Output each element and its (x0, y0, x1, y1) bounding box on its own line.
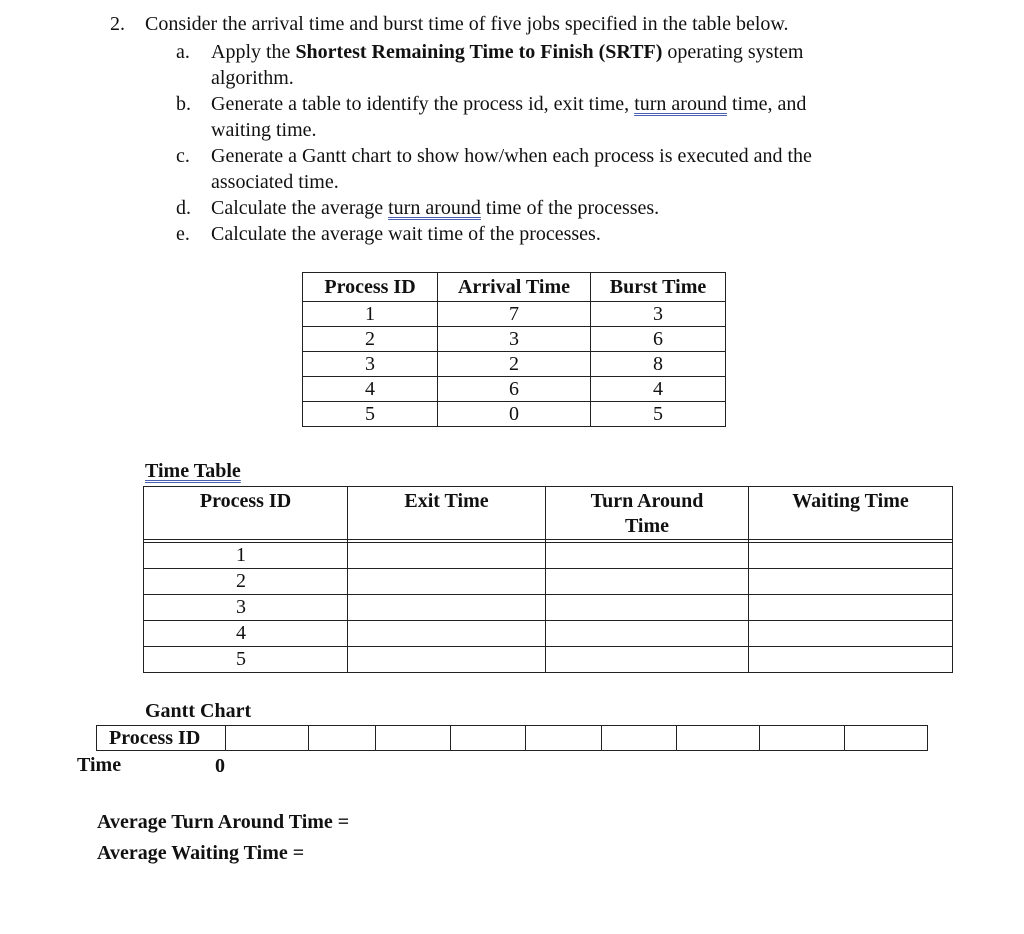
gantt-cell[interactable] (376, 726, 451, 751)
average-turnaround-line: Average Turn Around Time = (97, 811, 350, 833)
cell-arrival-time: 3 (438, 327, 591, 352)
subpart-d-text: Calculate the average turn around time of the processes. (211, 197, 660, 219)
gantt-cell[interactable] (451, 726, 526, 751)
cell-burst-time: 6 (591, 327, 726, 352)
subpart-a-text: Apply the Shortest Remaining Time to Finish (SRTF) operating system algorithm. (211, 41, 804, 89)
table-row (303, 402, 726, 427)
cell-arrival-time: 6 (438, 377, 591, 402)
cell-burst-time: 3 (591, 302, 726, 327)
cell-process-id: 2 (303, 327, 438, 352)
cell-exit-time[interactable] (348, 569, 546, 595)
cell-exit-time[interactable] (348, 647, 546, 673)
gantt-cell[interactable] (845, 726, 928, 751)
cell-waiting-time[interactable] (749, 621, 953, 647)
cell-process-id: 4 (144, 621, 348, 647)
subpart-e-text: Calculate the average wait time of the processes. (211, 223, 601, 245)
header-arrival-time: Arrival Time (438, 273, 591, 302)
cell-process-id: 1 (144, 543, 348, 569)
process-input-table (302, 272, 726, 427)
cell-exit-time[interactable] (348, 543, 546, 569)
table-row (303, 352, 726, 377)
question-text: Consider the arrival time and burst time of five jobs specified in the table below. (145, 13, 789, 35)
table-row (144, 543, 953, 569)
cell-process-id: 5 (144, 647, 348, 673)
header-process-id: Process ID (303, 273, 438, 302)
table-row (144, 595, 953, 621)
table-row (144, 647, 953, 673)
gantt-cell[interactable] (602, 726, 677, 751)
average-waiting-line: Average Waiting Time = (97, 842, 305, 864)
cell-turn-around-time[interactable] (546, 647, 749, 673)
gantt-row (97, 726, 928, 751)
subpart-b-text: Generate a table to identify the process id, exit time, turn around time, and waiting time. (211, 93, 807, 141)
header-burst-time: Burst Time (591, 273, 726, 302)
table-row (303, 327, 726, 352)
header-process-id: Process ID (144, 487, 348, 540)
subpart-a-letter: a. (176, 41, 190, 63)
table-row (144, 569, 953, 595)
time-table (143, 486, 953, 673)
gantt-cell[interactable] (226, 726, 309, 751)
gantt-row-label: Process ID (97, 726, 226, 751)
time-table-title: Time Table (145, 460, 241, 482)
gantt-cell[interactable] (760, 726, 845, 751)
cell-burst-time: 4 (591, 377, 726, 402)
subpart-e-letter: e. (176, 223, 190, 245)
gantt-start-time: 0 (215, 755, 225, 777)
cell-arrival-time: 7 (438, 302, 591, 327)
input-table-header-row (303, 273, 726, 302)
cell-process-id: 5 (303, 402, 438, 427)
subpart-b-letter: b. (176, 93, 191, 115)
cell-turn-around-time[interactable] (546, 621, 749, 647)
cell-waiting-time[interactable] (749, 647, 953, 673)
cell-process-id: 4 (303, 377, 438, 402)
cell-arrival-time: 0 (438, 402, 591, 427)
cell-turn-around-time[interactable] (546, 543, 749, 569)
header-exit-time: Exit Time (348, 487, 546, 540)
cell-exit-time[interactable] (348, 621, 546, 647)
gantt-cell[interactable] (526, 726, 602, 751)
cell-turn-around-time[interactable] (546, 569, 749, 595)
gantt-chart-table (96, 725, 928, 751)
cell-waiting-time[interactable] (749, 569, 953, 595)
cell-turn-around-time[interactable] (546, 595, 749, 621)
cell-waiting-time[interactable] (749, 595, 953, 621)
gantt-cell[interactable] (677, 726, 760, 751)
cell-burst-time: 8 (591, 352, 726, 377)
cell-process-id: 3 (144, 595, 348, 621)
header-turn-around-time: Turn Around Time (546, 487, 749, 540)
subpart-d-letter: d. (176, 197, 191, 219)
gantt-time-label: Time (77, 754, 122, 776)
subpart-c-letter: c. (176, 145, 190, 167)
cell-burst-time: 5 (591, 402, 726, 427)
question-number: 2. (110, 13, 125, 35)
gantt-chart-title: Gantt Chart (145, 700, 252, 722)
cell-process-id: 2 (144, 569, 348, 595)
time-table-header-row (144, 487, 953, 540)
header-waiting-time: Waiting Time (749, 487, 953, 540)
cell-arrival-time: 2 (438, 352, 591, 377)
cell-process-id: 1 (303, 302, 438, 327)
table-row (303, 302, 726, 327)
cell-exit-time[interactable] (348, 595, 546, 621)
cell-process-id: 3 (303, 352, 438, 377)
subpart-c-text: Generate a Gantt chart to show how/when each process is executed and the associated time. (211, 145, 812, 193)
gantt-cell[interactable] (309, 726, 376, 751)
cell-waiting-time[interactable] (749, 543, 953, 569)
table-row (303, 377, 726, 402)
table-row (144, 621, 953, 647)
